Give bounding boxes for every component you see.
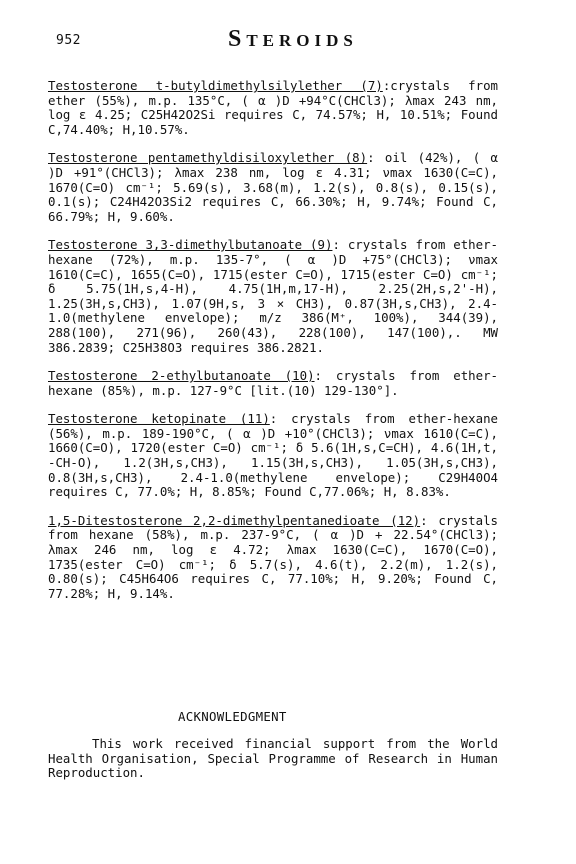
compound-name: 1,5-Ditestosterone 2,2-dimethylpentanedioate (12)	[48, 512, 421, 528]
compound-data: : crystals from hexane (58%), m.p. 237-9°C, ( α )D + 22.54°(CHCl3); λmax 246 nm, log ε 4.72; λmax 1630(C=C), 1670(C=O), 1735(ester C=O) cm⁻¹; δ 5.7(s), 4.6(t), 2.2(m), 1.2(s), 0.80(s); C45H64O6 requires C, 77.10%; H, 9.20%; Found C, 77.28%; H, 9.14%.	[48, 512, 498, 601]
running-head: Steroids	[228, 26, 358, 52]
compound-name: Testosterone ketopinate (11)	[48, 411, 270, 427]
compound-name: Testosterone 2-ethylbutanoate (10)	[48, 368, 315, 384]
compound-name: Testosterone 3,3-dimethylbutanoate (9)	[48, 237, 333, 253]
compound-entry-10	[48, 369, 498, 398]
compound-entry-12	[48, 514, 498, 602]
entry-paragraph	[48, 412, 498, 500]
compound-entries	[48, 79, 498, 615]
page-number: 952	[56, 33, 81, 48]
compound-name: Testosterone t-butyldimethylsilylether (7)	[48, 78, 383, 93]
compound-data: : oil (42%), ( α )D +91°(CHCl3); λmax 238 nm, log ε 4.31; νmax 1630(C=C), 1670(C=O) cm⁻¹; 5.69(s), 3.68(m), 1.2(s), 0.8(s), 0.15(s), 0.1(s); C24H42O3Si2 requires C, 66.30%; H, 9.74%; Found C, 66.79%; H, 9.60%.	[48, 150, 499, 224]
acknowledgment-text: This work received financial support from the World Health Organisation, Special Programme of Research in Human Reproduction.	[48, 736, 498, 781]
acknowledgment-heading: ACKNOWLEDGMENT	[178, 709, 287, 724]
compound-data: :crystals from ether (55%), m.p. 135°C, ( α )D +94°C(CHCl3); λmax 243 nm, log ε 4.25; C25H42O2Si requires C, 74.57%; H, 10.51%; Found C,74.40%; H,10.57%.	[48, 78, 498, 137]
entry-paragraph	[48, 79, 498, 137]
compound-entry-9	[48, 238, 498, 355]
entry-paragraph	[48, 369, 498, 398]
compound-name: Testosterone pentamethyldisiloxylether (8)	[48, 150, 368, 166]
entry-paragraph	[48, 151, 498, 224]
entry-paragraph	[48, 514, 498, 602]
entry-paragraph	[48, 238, 498, 355]
compound-entry-11	[48, 412, 498, 500]
compound-data: : crystals from ether-hexane (56%), m.p. 189-190°C, ( α )D +10°(CHCl3); νmax 1610(C=C), 1660(C=O), 1720(ester C=O) cm⁻¹; δ 5.6(1H,s,C=CH), 4.6(1H,t, -CH-O), 1.2(3H,s,CH3), 1.15(3H,s,CH3), 1.05(3H,s,CH3), 0.8(3H,s,CH3), 2.4-1.0(methylene envelope); C29H40O4 requires C, 77.0%; H, 8.85%; Found C,77.06%; H, 8.83%.	[48, 411, 499, 500]
compound-entry-7	[48, 79, 498, 137]
compound-data: : crystals from ether-hexane (85%), m.p. 127-9°C [lit.(10) 129-130°].	[48, 368, 498, 398]
compound-data: : crystals from ether-hexane (72%), m.p. 135-7°, ( α )D +75°(CHCl3); νmax 1610(C=C), 1655(C=O), 1715(ester C=O), 1715(ester C=O) cm⁻¹; δ 5.75(1H,s,4-H), 4.75(1H,m,17-H), 2.25(2H,s,2'-H), 1.25(3H,s,CH3), 1.07(9H,s, 3 × CH3), 0.87(3H,s,CH3), 2.4-1.0(methylene envelope); m/z 386(M⁺, 100%), 344(39), 288(100), 271(96), 260(43), 228(100), 147(100),. MW 386.2839; C25H38O3 requires 386.2821.	[48, 237, 498, 355]
compound-entry-8	[48, 151, 498, 224]
